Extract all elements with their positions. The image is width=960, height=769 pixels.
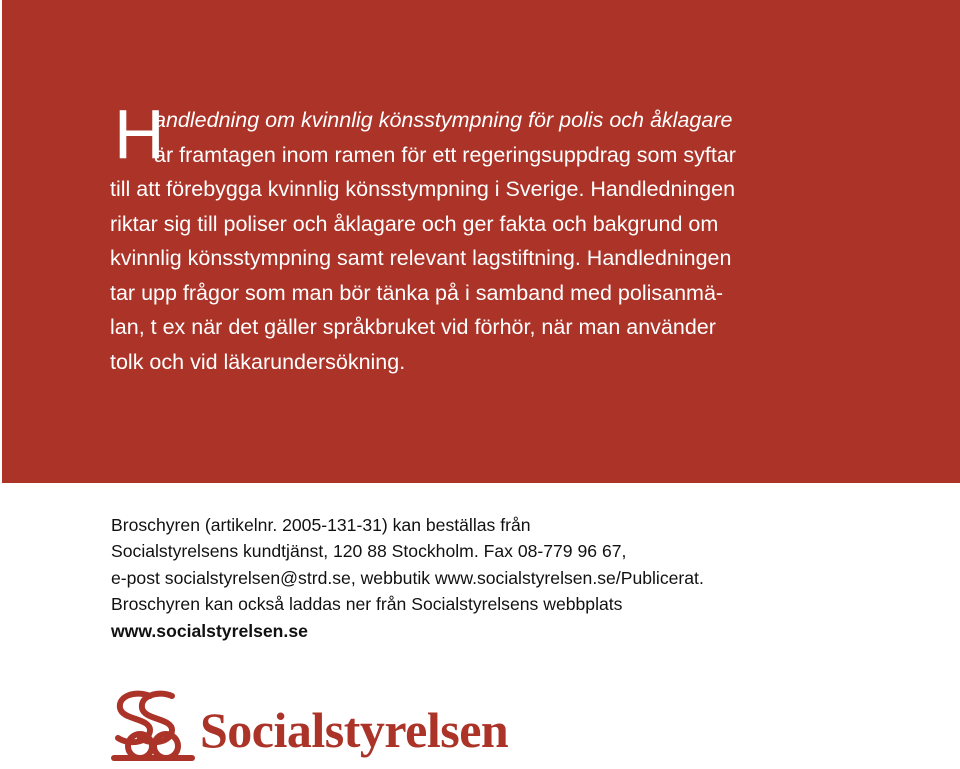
- intro-dropcap: H: [114, 95, 165, 173]
- intro-line: kvinnlig könsstympning samt relevant lagstiftning. Handledningen: [110, 246, 732, 270]
- intro-line: riktar sig till poliser och åklagare och ger fakta och bakgrund om: [110, 211, 719, 236]
- logo-wordmark: Socialstyrelsen: [200, 702, 509, 758]
- website-link[interactable]: www.socialstyrelsen.se: [111, 620, 308, 641]
- intro-line: tolk och vid läkarundersökning.: [110, 349, 406, 374]
- order-info-line: Socialstyrelsens kundtjänst, 120 88 Stockholm. Fax 08-779 96 67,: [111, 541, 627, 562]
- order-info-line: Broschyren (artikelnr. 2005-131-31) kan beställas från: [111, 515, 531, 535]
- intro-line: till att förebygga kvinnlig könsstympning i Sverige. Handledningen: [110, 177, 736, 201]
- intro-line: lan, t ex när det gäller språkbruket vid förhör, när man använder: [110, 315, 716, 339]
- order-info-line: e-post socialstyrelsen@strd.se, webbutik www.socialstyrelsen.se/Publicerat.: [111, 567, 704, 588]
- intro-line: andledning om kvinnlig könsstympning för polis och åklagare: [154, 108, 733, 132]
- order-info-paragraph: [111, 512, 871, 644]
- order-info-line: Broschyren kan också laddas ner från Socialstyrelsens webbplats: [111, 594, 623, 615]
- socialstyrelsen-emblem-icon: [110, 688, 196, 764]
- intro-line: tar upp frågor som man bör tänka på i samband med polisanmä-: [110, 280, 724, 305]
- intro-paragraph: [110, 95, 870, 379]
- intro-line: är framtagen inom ramen för ett regeringsuppdrag som syftar: [154, 142, 736, 167]
- socialstyrelsen-logo: [110, 688, 509, 764]
